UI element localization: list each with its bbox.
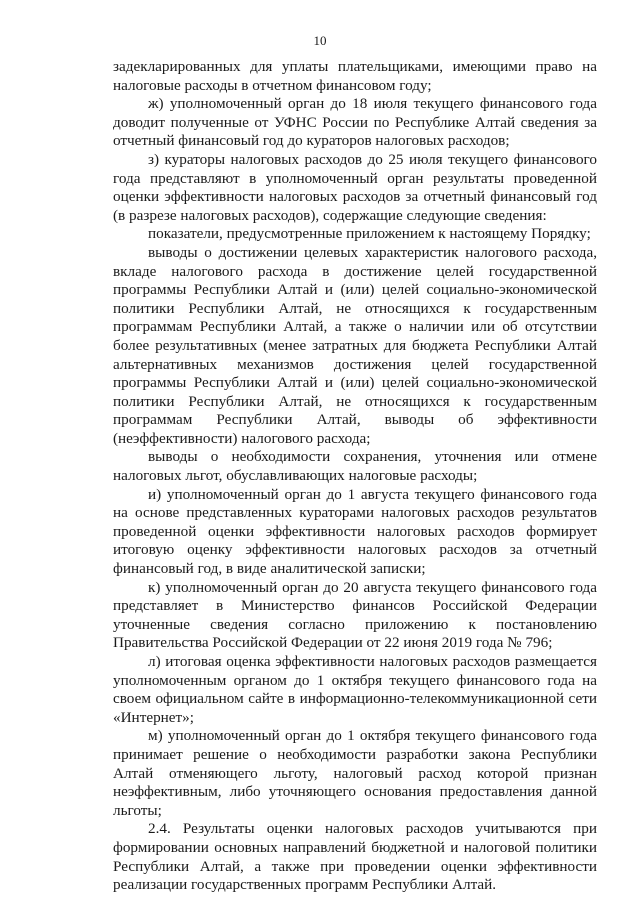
paragraph-conclusions-benefits: выводы о необходимости сохранения, уточнения или отмене налоговых льгот, обуславливающих налоговые расходы;	[113, 448, 597, 485]
paragraph-item-k: к) уполномоченный орган до 20 августа текущего финансового года представляет в Министерство финансов Российской Федерации уточненные сведения согласно приложению к постановлению Правительства Российской Федерации от 22 июня 2019 года № 796;	[113, 578, 597, 652]
paragraph-item-i: и) уполномоченный орган до 1 августа текущего финансового года на основе представленных кураторами налоговых расходов результатов проведенной оценки эффективности налоговых расходов формирует итоговую оценку эффективности налоговых расходов за отчетный финансовый год, в виде аналитической записки;	[113, 485, 597, 578]
paragraph-item-l: л) итоговая оценка эффективности налоговых расходов размещается уполномоченным органом до 1 октября текущего финансового года на своем официальном сайте в информационно-телекоммуникационной сети «Интернет»;	[113, 653, 597, 726]
paragraph-section-2-4: 2.4. Результаты оценки налоговых расходов учитываются при формировании основных направлений бюджетной и налоговой политики Республики Алтай, а также при проведении оценки эффективности реализации государственных программ Республики Алтай.	[113, 820, 597, 894]
paragraph-indicators: показатели, предусмотренные приложением к настоящему Порядку;	[148, 225, 591, 243]
paragraph-conclusions-targets: выводы о достижении целевых характеристик налогового расхода, вкладе налогового расхода в достижение целей государственной программы Республики Алтай и (или) целей социально-экономической политики Республики Алтай, не относящихся к государственным программам Республики Алтай, а также о наличии или об отсутствии более результативных (менее затратных для бюджета Республики Алтай альтернативных механизмов достижения целей государственной программы Республики Алтай и (или) целей социально-экономической политики Республики Алтай, не относящихся к государственным программам Республики Алтай, выводы об эффективности (неэффективности) налогового расхода;	[113, 243, 597, 447]
document-body	[113, 58, 597, 895]
paragraph-continuation: задекларированных для уплаты плательщиками, имеющими право на налоговые расходы в отчетном финансовом году;	[113, 58, 597, 94]
paragraph-item-z: з) кураторы налоговых расходов до 25 июля текущего финансового года представляют в уполномоченный орган результаты проведенной оценки эффективности налоговых расходов за отчетный финансовый год (в разрезе налоговых расходов), содержащие следующие сведения:	[113, 150, 597, 224]
paragraph-item-m: м) уполномоченный орган до 1 октября текущего финансового года принимает решение о необходимости разработки закона Республики Алтай отменяющего льготу, налоговый расход которой признан неэффективным, либо уточняющего основания предоставления данной льготы;	[113, 727, 597, 819]
page-number: 10	[313, 33, 327, 48]
paragraph-item-zh: ж) уполномоченный орган до 18 июля текущего финансового года доводит полученные от УФНС России по Республике Алтай сведения за отчетный финансовый год до кураторов налоговых расходов;	[113, 95, 597, 150]
